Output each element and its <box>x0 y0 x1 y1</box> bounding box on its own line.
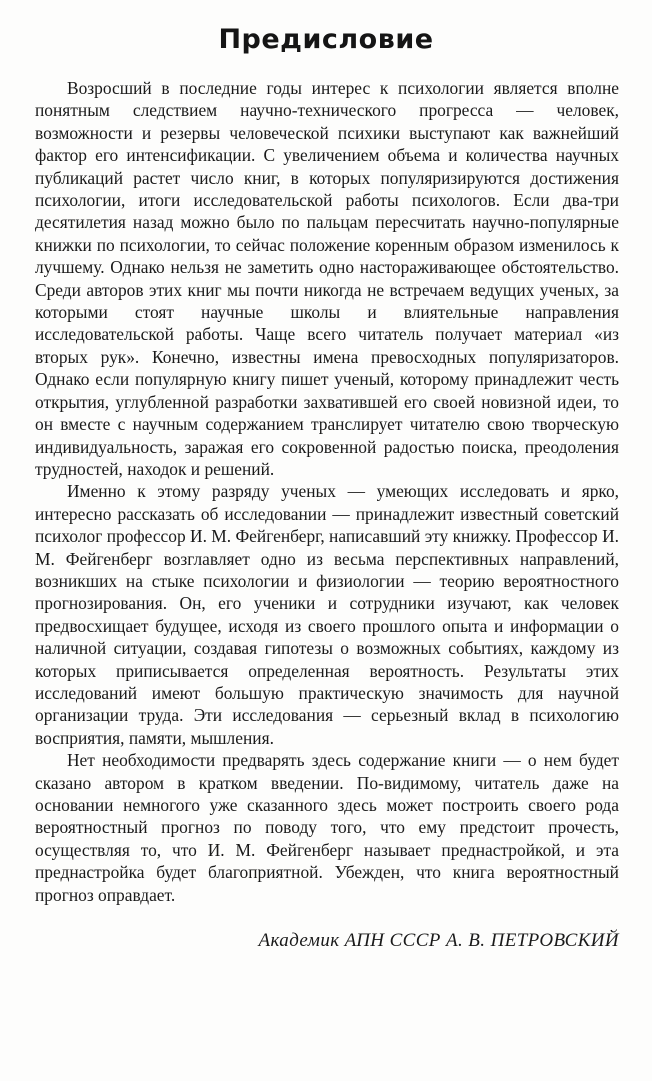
paragraph-1: Возросший в последние годы интерес к психологии является вполне понятным следствием научно-технического прогресса — человек, возможности и резервы человеческой психики выступают как важнейший фактор его интенсификации. С увеличением объема и количества научных публикаций растет число книг, в которых популяризируются достижения психологии, итоги исследовательской работы психологов. Если два-три десятилетия назад можно было по пальцам пересчитать научно-популярные книжки по психологии, то сейчас положение коренным образом изменилось к лучшему. Однако нельзя не заметить одно настораживающее обстоятельство. Среди авторов этих книг мы почти никогда не встречаем ведущих ученых, за которыми стоят научные школы и влиятельные направления исследовательской работы. Чаще всего читатель получает материал «из вторых рук». Конечно, известны имена превосходных популяризаторов. Однако если популярную книгу пишет ученый, которому принадлежит честь открытия, углубленной разработки захватившей его своей новизной идеи, то он вместе с научным содержанием транслирует читателю свою творческую индивидуальность, заражая его сокровенной радостью поиска, преодоления трудностей, находок и решений. <box>35 78 619 479</box>
paragraph-3: Нет необходимости предварять здесь содержание книги — о нем будет сказано автором в кратком введении. По-видимому, читатель даже на основании немногого уже сказанного здесь может построить своего рода вероятностный прогноз по поводу того, что ему предстоит прочесть, осуществляя то, что И. М. Фейгенберг называет преднастройкой, и эта преднастройка будет благоприятной. Убежден, что книга вероятностный прогноз оправдает. <box>35 750 619 905</box>
paragraph-2: Именно к этому разряду ученых — умеющих исследовать и ярко, интересно рассказать об исследовании — принадлежит известный советский психолог профессор И. М. Фейгенберг, написавший эту книжку. Профессор И. М. Фейгенберг возглавляет одно из весьма перспективных направлений, возникших на стыке психологии и физиологии — теорию вероятностного прогнозирования. Он, его ученики и сотрудники изучают, как человек предвосхищает будущее, исходя из своего прошлого опыта и информации о наличной ситуации, создавая гипотезы о возможных событиях, каждому из которых приписывается определенная вероятность. Результаты этих исследований имеют большую практическую значимость для научной организации труда. Эти исследования — серьезный вклад в психологию восприятия, памяти, мышления. <box>35 481 619 748</box>
page-title: Предисловие <box>218 24 434 55</box>
author-signature: Академик АПН СССР А. В. ПЕТРОВСКИЙ <box>258 930 619 951</box>
preface-body <box>35 77 619 906</box>
